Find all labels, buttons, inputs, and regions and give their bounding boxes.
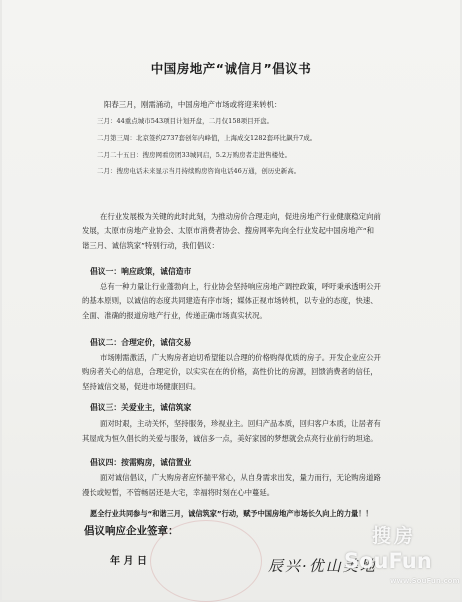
section-2-heading: 倡议二：合理定价，诚信交易 bbox=[90, 338, 192, 347]
sign-label: 倡议响应企业签章： bbox=[84, 525, 179, 537]
section-1-line-3: 全面、准确的报道房地产行业，传递正确市场真实状况。 bbox=[82, 311, 267, 320]
watermark-en: SouFun bbox=[344, 549, 432, 573]
stat-line-1: 三月：44重点城市543项目计划开盘，二月仅158项目开盘。 bbox=[97, 117, 274, 125]
document-title: 中国房地产“诚信月”倡议书 bbox=[150, 61, 312, 76]
stat-line-4: 二月：搜房电话未来显示当月持续购房咨询电话46万通，创历史新高。 bbox=[97, 167, 301, 175]
stat-line-2: 二月第三周：北京签约2737套创年内峰值，上海成交1282套环比飙升7成。 bbox=[97, 134, 317, 142]
section-3-line-1: 面对时艰，主动关怀，坚持服务，珍视业主。回归产品本质，回归客户本质，让居者有 bbox=[100, 419, 381, 428]
watermark-cn: 搜房 bbox=[372, 525, 417, 547]
section-4-line-2: 漫长或短暂，不管畅居还是大宅，幸福将时刻在心中蔓延。 bbox=[82, 488, 275, 497]
section-2-line-1: 市场刚需激活，广大购房者迫切希望能以合理的价格购得优质的房子。开发企业应公开 bbox=[100, 353, 381, 362]
watermark-url: www.SouFun.com bbox=[390, 577, 460, 585]
section-4-line-1: 面对诚信倡议，广大购房者应怀揣平常心，从自身需求出发，量力而行，无论购房道路 bbox=[100, 473, 381, 482]
section-1-line-1: 总有一种力量让行业蓬勃向上，行业协会坚持响应房地产调控政策，呼吁秉承透明公开 bbox=[100, 282, 381, 291]
handwritten-signature: 辰兴·优山美地 bbox=[268, 557, 377, 575]
body-line-2: 发展，太原市房地产业协会、太原市消费者协会、搜房网率先向全行业发起中国房地产“和 bbox=[82, 226, 375, 235]
soufun-watermark bbox=[344, 521, 460, 595]
intro-line: 阳春三月，刚需涌动，中国房地产市场或将迎来转机： bbox=[104, 100, 282, 109]
section-4-heading: 倡议四：按需购房，诚信置业 bbox=[90, 458, 192, 467]
section-2-line-3: 坚持诚信交易，促进市场健康回归。 bbox=[82, 382, 201, 391]
company-seal bbox=[150, 520, 262, 602]
date-line: 年 月 日 bbox=[110, 556, 147, 567]
body-line-1: 在行业发展极为关键的此时此刻，为推动房价合理走向，促进房地产行业健康稳定向前 bbox=[100, 212, 381, 221]
section-2-line-2: 购房者关心的信息，合理定价，以实实在在的价格，高性价比的房源，回馈消费者的信任， bbox=[82, 367, 378, 376]
section-1-line-2: 的基本原则，以诚信的态度共同建造有序市场；媒体正视市场转机，以专业的态度，快速、 bbox=[82, 296, 378, 305]
section-3-line-2: 其屋成为恒久倡长的关爱与服务，诚信多一点，美好家园的梦想就会点亮行业前行的坦途。 bbox=[82, 434, 378, 443]
closing-statement: 愿全行业共同参与“和谐三月，诚信筑家”行动，赋予中国房地产市场长久向上的力量！！ bbox=[90, 509, 373, 518]
section-1-heading: 倡议一：响应政策，诚信造市 bbox=[90, 267, 192, 276]
section-3-heading: 倡议三：关爱业主，诚信筑家 bbox=[90, 403, 192, 412]
stat-line-3: 二月二十五日：搜房网看房团33城同启，5.2万购房者走进售楼处。 bbox=[97, 151, 292, 159]
body-line-3: 谐三月、诚信筑家”特别行动，我们倡议： bbox=[82, 241, 219, 250]
